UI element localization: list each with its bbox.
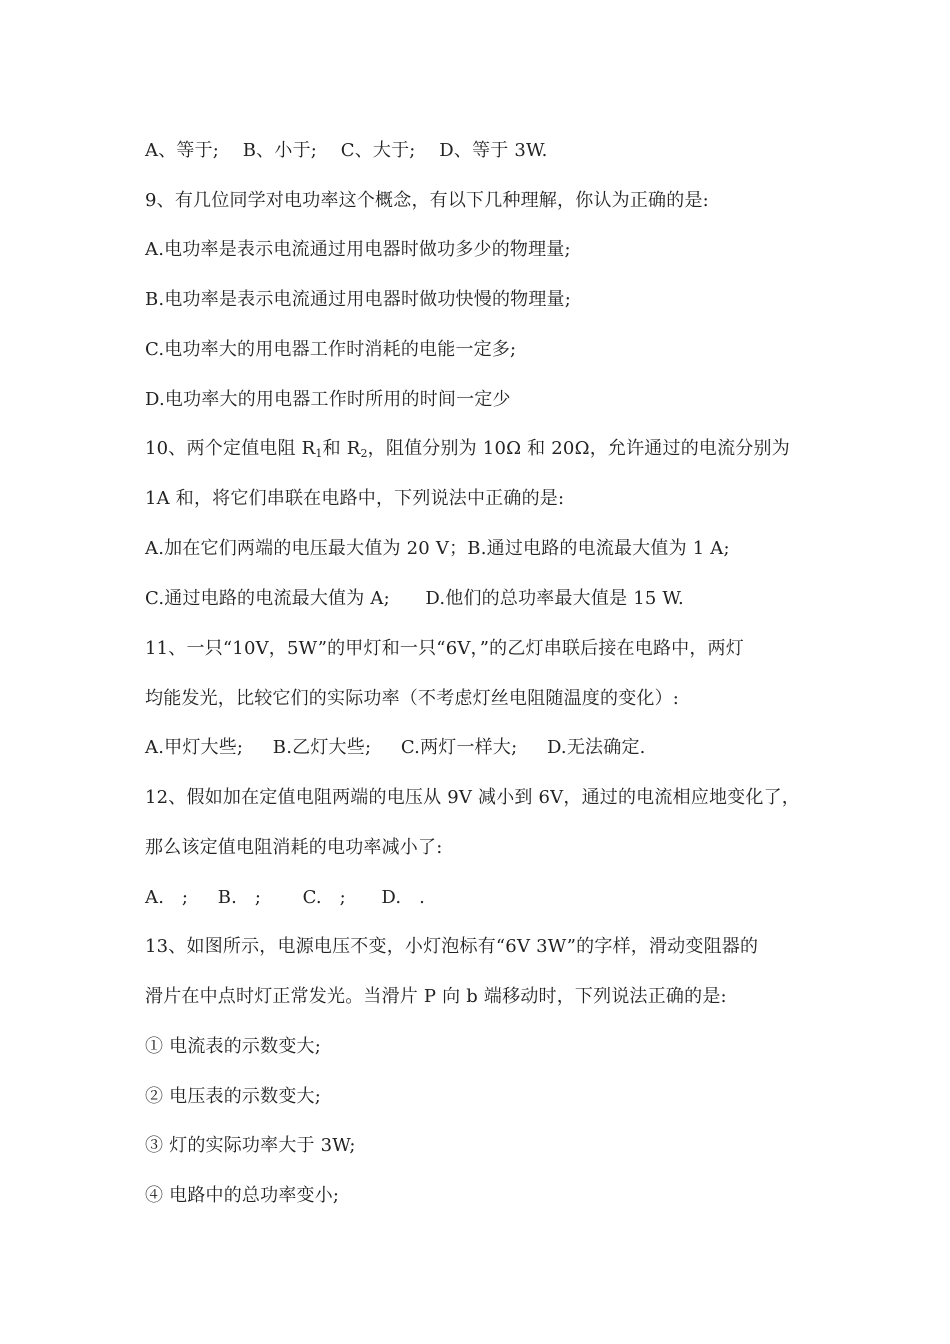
q13-stem-line2: 滑片在中点时灯正常发光。当滑片 P 向 b 端移动时，下列说法正确的是:: [145, 986, 727, 1007]
q10-text-pre: 10、两个定值电阻 R: [145, 438, 316, 459]
q13-statement-4: ④ 电路中的总功率变小;: [145, 1185, 340, 1206]
r2-subscript: 2: [360, 447, 368, 460]
q10-text-post: ，阻值分别为 10Ω 和 20Ω，允许通过的电流分别为: [367, 438, 790, 459]
q10-stem-line1: [145, 437, 790, 461]
r1-subscript: 1: [315, 447, 323, 460]
q12-options: A. ; B. ; C. ; D. .: [145, 887, 425, 908]
q13-statement-3: ③ 灯的实际功率大于 3W;: [145, 1135, 356, 1156]
q11-stem-line2: 均能发光，比较它们的实际功率（不考虑灯丝电阻随温度的变化）:: [145, 688, 680, 709]
q9-option-c: C.电功率大的用电器工作时消耗的电能一定多;: [145, 339, 517, 360]
q12-stem-line2: 那么该定值电阻消耗的电功率减小了:: [145, 837, 443, 858]
q10-options-cd: C.通过电路的电流最大值为 A; D.他们的总功率最大值是 15 W.: [145, 588, 684, 609]
q9-option-b: B.电功率是表示电流通过用电器时做功快慢的物理量;: [145, 289, 572, 310]
q11-options: A.甲灯大些; B.乙灯大些; C.两灯一样大; D.无法确定.: [145, 737, 646, 758]
q9-stem: 9、有几位同学对电功率这个概念，有以下几种理解，你认为正确的是:: [145, 190, 709, 211]
q9-option-d: D.电功率大的用电器工作时所用的时间一定少: [145, 389, 511, 410]
q13-statement-2: ② 电压表的示数变大;: [145, 1086, 321, 1107]
q9-option-a: A.电功率是表示电流通过用电器时做功多少的物理量;: [145, 239, 571, 260]
q10-stem-line2: 1A 和，将它们串联在电路中，下列说法中正确的是:: [145, 488, 565, 509]
q13-statement-1: ① 电流表的示数变大;: [145, 1036, 321, 1057]
q10-options-ab: A.加在它们两端的电压最大值为 20 V；B.通过电路的电流最大值为 1 A;: [145, 538, 730, 559]
q8-options: A、等于; B、小于; C、大于; D、等于 3W.: [145, 140, 548, 161]
q11-stem-line1: 11、一只“10V，5W”的甲灯和一只“6V，”的乙灯串联后接在电路中，两灯: [145, 638, 744, 659]
q10-text-mid: 和 R: [322, 438, 361, 459]
q13-stem-line1: 13、如图所示，电源电压不变，小灯泡标有“6V 3W”的字样，滑动变阻器的: [145, 936, 759, 957]
q12-stem-line1: 12、假如加在定值电阻两端的电压从 9V 减小到 6V，通过的电流相应地变化了，: [145, 787, 800, 808]
